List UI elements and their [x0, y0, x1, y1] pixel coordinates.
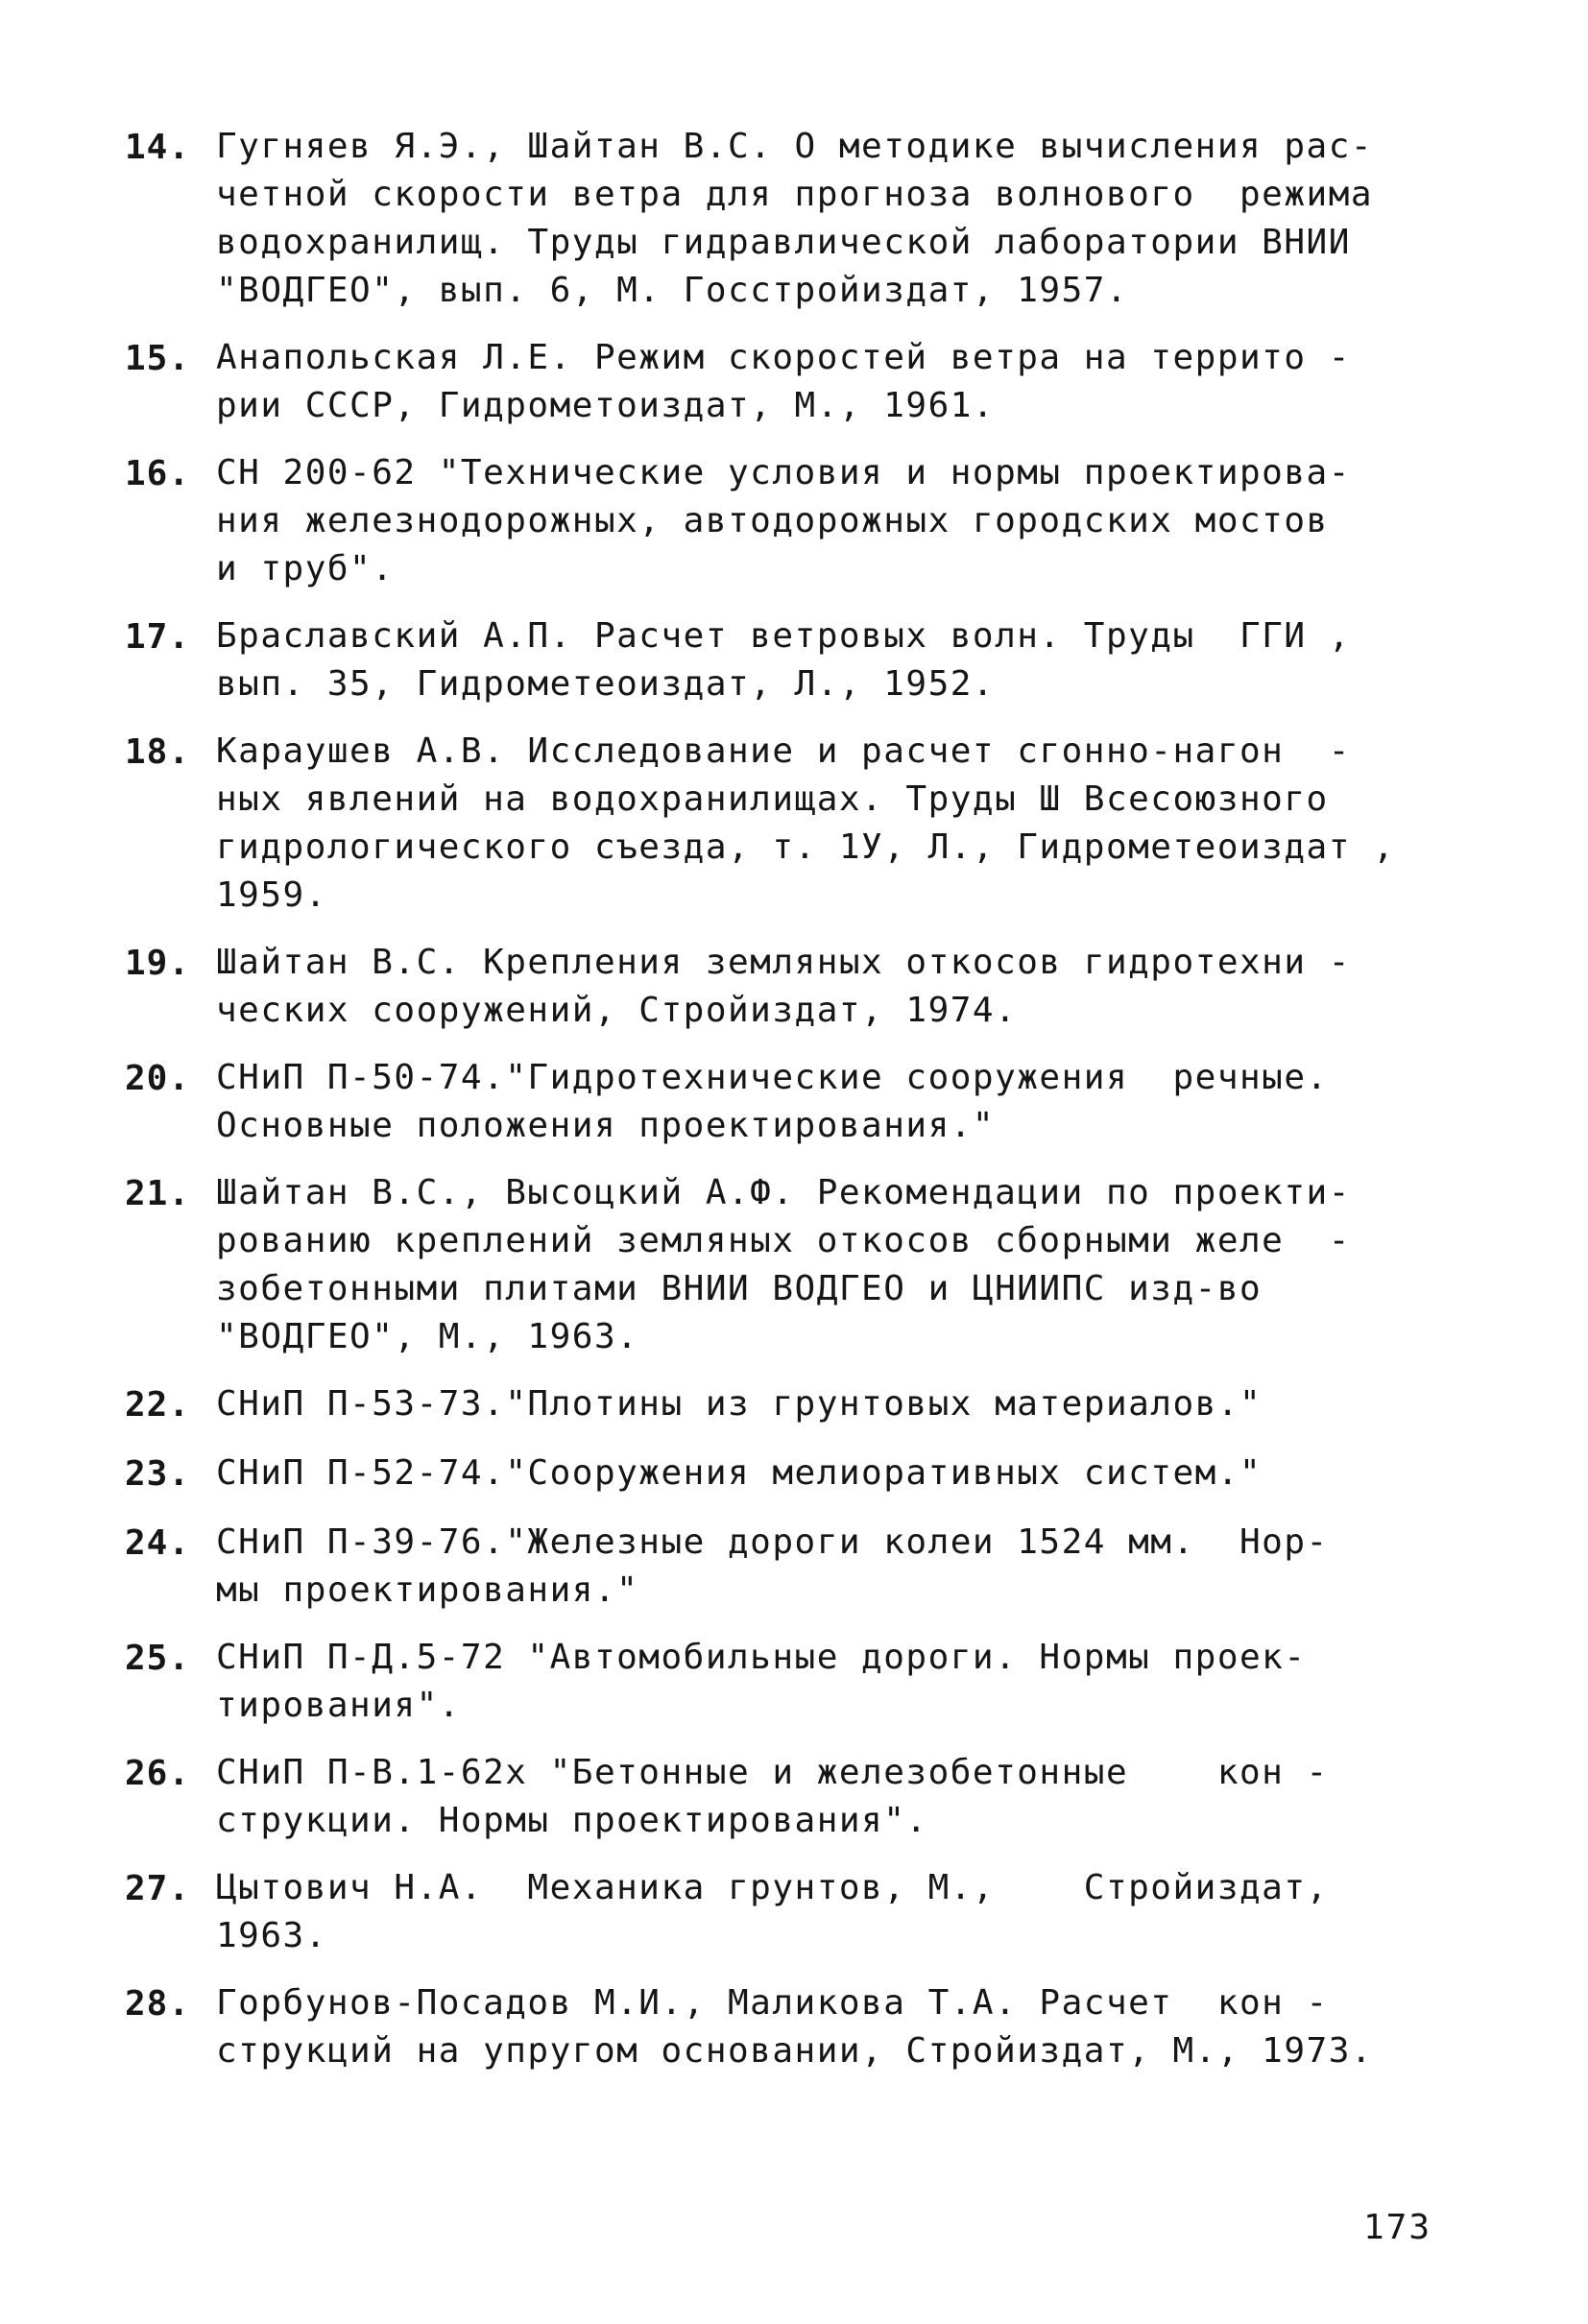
reference-line: водохранилищ. Труды гидравлической лаборатории ВНИИ [216, 223, 1351, 262]
reference-line: зобетонными плитами ВНИИ ВОДГЕО и ЦНИИПС изд-во [216, 1269, 1263, 1308]
reference-line: Караушев А.В. Исследование и расчет сгонно-нагон - [216, 731, 1351, 771]
reference-text [216, 612, 1455, 708]
reference-item [125, 612, 1469, 708]
reference-item [125, 334, 1469, 430]
reference-item [125, 1169, 1469, 1361]
reference-item [125, 1519, 1469, 1615]
reference-line: СНиП П-Д.5-72 "Автомобильные дороги. Нормы проек- [216, 1638, 1307, 1677]
reference-item [125, 1380, 1469, 1430]
reference-text [216, 1054, 1455, 1150]
reference-number: 24. [125, 1523, 191, 1563]
reference-list [125, 123, 1469, 2095]
reference-item [125, 1450, 1469, 1499]
reference-line: струкции. Нормы проектирования". [216, 1801, 928, 1840]
reference-text [216, 1979, 1455, 2075]
reference-line: четной скорости ветра для прогноза волнового режима [216, 175, 1374, 214]
reference-line: и труб". [216, 549, 395, 588]
reference-item [125, 123, 1469, 315]
reference-number: 23. [125, 1454, 191, 1494]
reference-line: Основные положения проектирования." [216, 1106, 996, 1145]
reference-item [125, 1979, 1469, 2075]
reference-line: "ВОДГЕО", М., 1963. [216, 1317, 639, 1356]
reference-line: СНиП П-52-74."Сооружения мелиоративных систем." [216, 1453, 1263, 1493]
reference-text [216, 123, 1455, 315]
reference-text [216, 449, 1455, 593]
reference-line: 1959. [216, 875, 327, 915]
reference-line: рии СССР, Гидрометоиздат, М., 1961. [216, 386, 996, 425]
reference-line: Гугняев Я.Э., Шайтан В.С. О методике вычисления рас- [216, 127, 1374, 166]
reference-line: вып. 35, Гидрометеоиздат, Л., 1952. [216, 664, 996, 704]
reference-number: 16. [125, 454, 191, 493]
reference-text [216, 728, 1455, 920]
reference-text [216, 1864, 1455, 1960]
reference-line: Браславский А.П. Расчет ветровых волн. Труды ГГИ , [216, 616, 1351, 656]
reference-line: рованию креплений земляных откосов сборными желе - [216, 1221, 1351, 1260]
page-number: 173 [1363, 2208, 1432, 2247]
reference-text [216, 1634, 1455, 1730]
reference-number: 26. [125, 1754, 191, 1793]
reference-number: 21. [125, 1174, 191, 1213]
reference-line: мы проектирования." [216, 1570, 639, 1610]
reference-text [216, 1169, 1455, 1361]
reference-item [125, 1749, 1469, 1845]
reference-text [216, 1749, 1455, 1845]
reference-line: СНиП П-39-76."Железные дороги колеи 1524 мм. Нор- [216, 1522, 1329, 1562]
reference-number: 14. [125, 128, 191, 167]
reference-number: 20. [125, 1059, 191, 1098]
reference-number: 25. [125, 1639, 191, 1678]
reference-line: 1963. [216, 1916, 327, 1955]
reference-item [125, 449, 1469, 593]
reference-text [216, 1450, 1455, 1497]
reference-number: 17. [125, 617, 191, 657]
reference-line: СНиП П-50-74."Гидротехнические сооружения речные. [216, 1058, 1329, 1097]
reference-line: Шайтан В.С., Высоцкий А.Ф. Рекомендации по проекти- [216, 1173, 1351, 1212]
reference-line: гидрологического съезда, т. 1У, Л., Гидрометеоиздат , [216, 827, 1396, 867]
reference-line: тирования". [216, 1686, 461, 1725]
reference-text [216, 1519, 1455, 1615]
reference-line: "ВОДГЕО", вып. 6, М. Госстройиздат, 1957. [216, 271, 1129, 310]
reference-line: струкций на упругом основании, Стройиздат, М., 1973. [216, 2031, 1374, 2071]
reference-item [125, 939, 1469, 1035]
reference-line: СН 200-62 "Технические условия и нормы проектирова- [216, 453, 1351, 492]
reference-line: Цытович Н.А. Механика грунтов, М., Стройиздат, [216, 1868, 1329, 1907]
reference-text [216, 939, 1455, 1035]
reference-line: Горбунов-Посадов М.И., Маликова Т.А. Расчет кон - [216, 1983, 1329, 2023]
reference-number: 18. [125, 732, 191, 772]
reference-line: ческих сооружений, Стройиздат, 1974. [216, 991, 1018, 1030]
reference-line: Шайтан В.С. Крепления земляных откосов гидротехни - [216, 943, 1351, 982]
reference-item [125, 1634, 1469, 1730]
reference-line: СНиП П-53-73."Плотины из грунтовых материалов." [216, 1384, 1263, 1424]
reference-item [125, 1054, 1469, 1150]
reference-item [125, 728, 1469, 920]
reference-number: 27. [125, 1869, 191, 1908]
reference-number: 22. [125, 1385, 191, 1425]
reference-line: ных явлений на водохранилищах. Труды Ш Всесоюзного [216, 779, 1329, 819]
reference-number: 19. [125, 944, 191, 983]
reference-item [125, 1864, 1469, 1960]
reference-text [216, 334, 1455, 430]
reference-line: Анапольская Л.Е. Режим скоростей ветра на террито - [216, 338, 1351, 377]
reference-text [216, 1380, 1455, 1428]
reference-number: 28. [125, 1984, 191, 2024]
reference-line: СНиП П-В.1-62х "Бетонные и железобетонные кон - [216, 1753, 1329, 1792]
reference-number: 15. [125, 339, 191, 378]
reference-line: ния железнодорожных, автодорожных городских мостов [216, 501, 1329, 540]
